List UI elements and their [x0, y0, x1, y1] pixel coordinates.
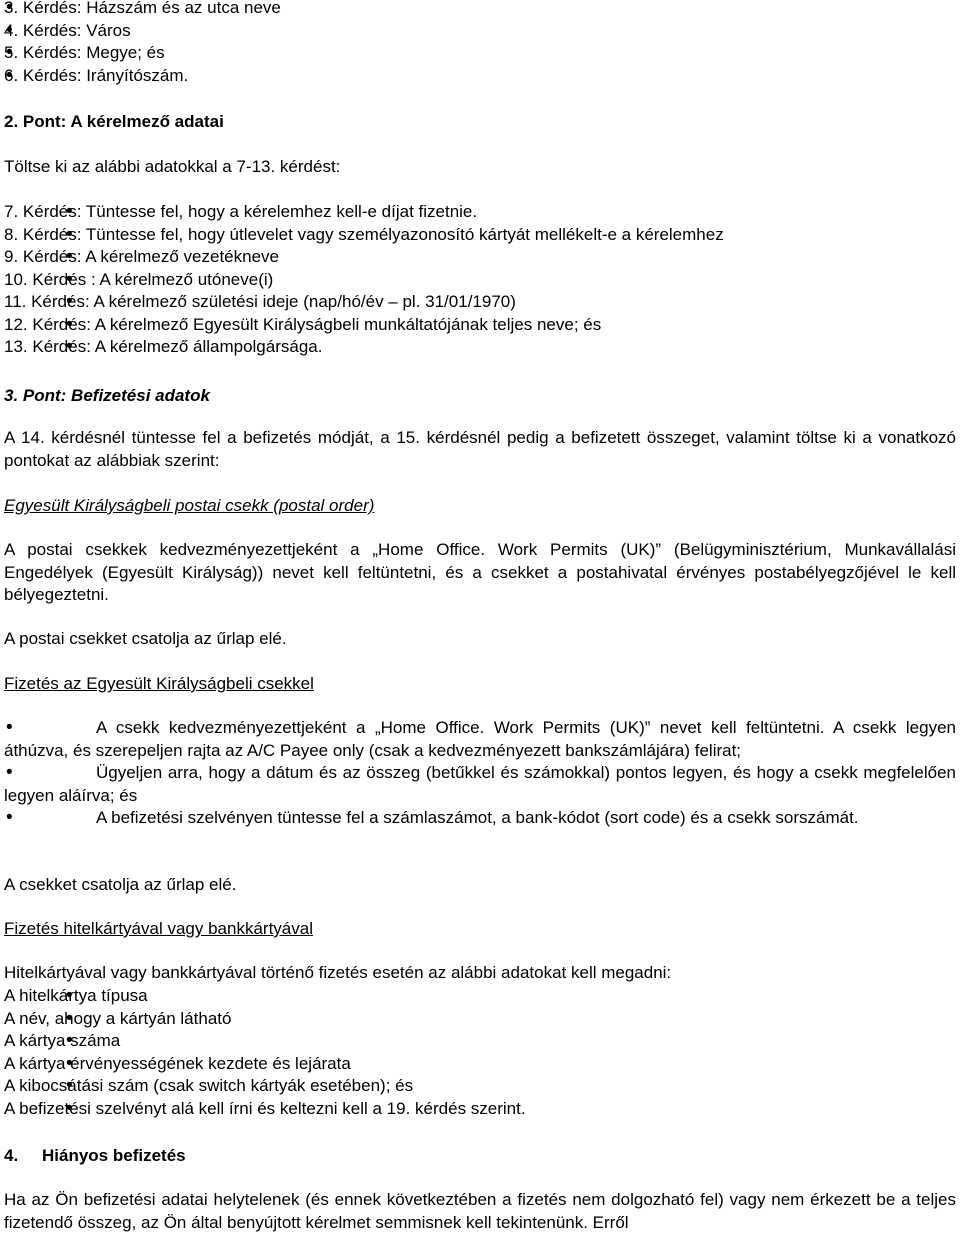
list-item: • A kártya száma [4, 1030, 956, 1053]
section-4-number: 4. [4, 1146, 19, 1165]
postal-order-attach-note: A postai csekket csatolja az űrlap elé. [4, 629, 287, 648]
card-payment-heading: Fizetés hitelkártyával vagy bankkártyával [4, 919, 313, 938]
list-item: • 5. Kérdés: Megye; és [4, 42, 956, 65]
section-2-heading: 2. Pont: A kérelmező adatai [4, 112, 224, 131]
list-item: • 7. Kérdés: Tüntesse fel, hogy a kérelemhez kell-e díjat fizetnie. [4, 201, 956, 224]
section-4-heading [4, 1145, 956, 1168]
cheque-heading: Fizetés az Egyesült Királyságbeli csekkel [4, 674, 314, 693]
list-item: • 8. Kérdés: Tüntesse fel, hogy útlevelet vagy személyazonosító kártyát mellékelt-e a kérelemhez [4, 224, 956, 247]
list-item: • 6. Kérdés: Irányítószám. [4, 65, 956, 88]
list-item: • 12. Kérdés: A kérelmező Egyesült Királyságbeli munkáltatójának teljes neve; és [4, 314, 956, 337]
section-3-intro: A 14. kérdésnél tüntesse fel a befizetés módját, a 15. kérdésnél pedig a befizetett összeget, valamint töltse ki a vonatkozó pontokat az alábbiak szerint: [4, 428, 956, 470]
list-item: • A befizetési szelvényt alá kell írni és keltezni kell a 19. kérdés szerint. [4, 1098, 956, 1121]
cheque-requirements-list [4, 717, 956, 830]
list-item: • 11. Kérdés: A kérelmező születési ideje (nap/hó/év – pl. 31/01/1970) [4, 291, 956, 314]
applicant-questions-list [4, 201, 956, 359]
card-payment-intro: Hitelkártyával vagy bankkártyával történő fizetés esetén az alábbi adatokat kell megadni: [4, 963, 672, 982]
card-details-list [4, 985, 956, 1120]
postal-order-heading: Egyesült Királyságbeli postai csekk (postal order) [4, 496, 375, 515]
list-item: • 4. Kérdés: Város [4, 20, 956, 43]
section-3-heading: 3. Pont: Befizetési adatok [4, 386, 210, 405]
postal-order-paragraph: A postai csekkek kedvezményezettjeként a „Home Office. Work Permits (UK)” (Belügyminisztérium, Munkavállalási Engedélyek (Egyesült Királyság)) nevet kell feltüntetni, és a csekket a postahivatal érvényes postabélyegzőjével le kell bélyegeztetni. [4, 540, 956, 604]
list-item: • 9. Kérdés: A kérelmező vezetékneve [4, 246, 956, 269]
list-item: • A kibocsátási szám (csak switch kártyák esetében); és [4, 1075, 956, 1098]
list-item: • 10. Kérdés : A kérelmező utóneve(i) [4, 269, 956, 292]
section-4-paragraph: Ha az Ön befizetési adatai helytelenek (és ennek következtében a fizetés nem dolgozható fel) vagy nem érkezett be a teljes fizetendő összeg, az Ön által benyújtott kérelmet semmisnek kell tekintenünk. Erről [4, 1190, 956, 1232]
list-item: • 13. Kérdés: A kérelmező állampolgársága. [4, 336, 956, 359]
cheque-attach-note: A csekket csatolja az űrlap elé. [4, 875, 237, 894]
list-item: • Ügyeljen arra, hogy a dátum és az összeg (betűkkel és számokkal) pontos legyen, és hogy a csekk megfelelően legyen aláírva; és [4, 762, 956, 807]
list-item: • A kártya érvényességének kezdete és lejárata [4, 1053, 956, 1076]
list-item: • A befizetési szelvényen tüntesse fel a számlaszámot, a bank-kódot (sort code) és a csekk sorszámát. [4, 807, 956, 830]
list-item: • 3. Kérdés: Házszám és az utca neve [4, 0, 956, 20]
address-questions-list [4, 0, 956, 87]
section-2-intro: Töltse ki az alábbi adatokkal a 7-13. kérdést: [4, 157, 341, 176]
list-item: • A hitelkártya típusa [4, 985, 956, 1008]
list-item: • A csekk kedvezményezettjeként a „Home Office. Work Permits (UK)” nevet kell feltüntetni. A csekk legyen áthúzva, és szerepeljen rajta az A/C Payee only (csak a kedvezményezett bankszámlájára) felirat; [4, 717, 956, 762]
list-item: • A név, ahogy a kártyán látható [4, 1008, 956, 1031]
section-4-title: Hiányos befizetés [42, 1146, 186, 1165]
